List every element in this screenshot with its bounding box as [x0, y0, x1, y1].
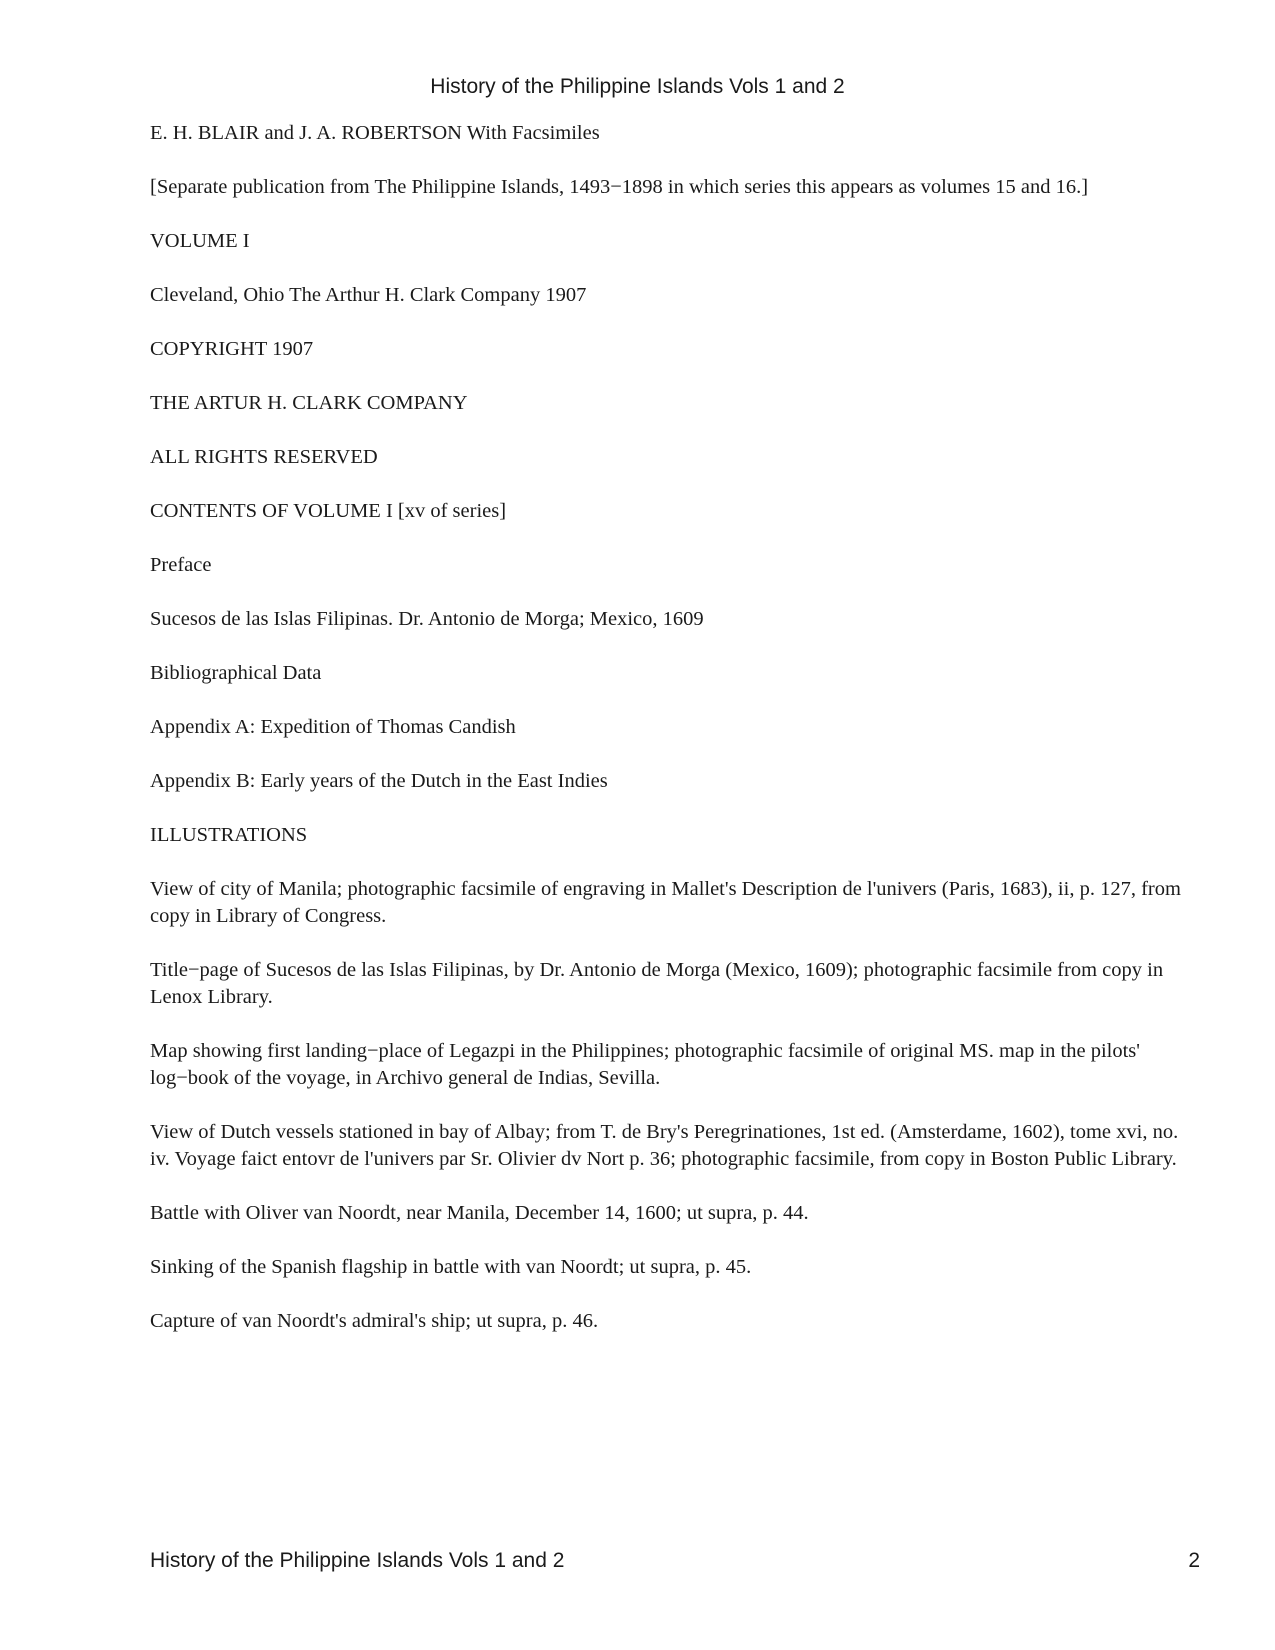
illustration-item: View of city of Manila; photographic facsimile of engraving in Mallet's Description de l'univers (Paris, 1683), ii, p. 127, from copy in Library of Congress.: [150, 878, 1181, 927]
illustrations-heading: ILLUSTRATIONS: [150, 824, 308, 846]
illustration-item: Capture of van Noordt's admiral's ship; ut supra, p. 46.: [150, 1310, 599, 1332]
contents-item: Bibliographical Data: [150, 662, 322, 684]
illustration-item: View of Dutch vessels stationed in bay of Albay; from T. de Bry's Peregrinationes, 1st ed. (Amsterdame, 1602), tome xvi, no. iv. Voyage faict entovr de l'univers par Sr. Olivier dv Nort p. 36; photographic facsimile, from copy in Boston Public Library.: [150, 1121, 1179, 1170]
rights-line: ALL RIGHTS RESERVED: [150, 446, 378, 468]
publisher-line: THE ARTUR H. CLARK COMPANY: [150, 392, 468, 414]
contents-item: Appendix B: Early years of the Dutch in the East Indies: [150, 770, 608, 792]
contents-item: Sucesos de las Islas Filipinas. Dr. Antonio de Morga; Mexico, 1609: [150, 608, 704, 630]
contents-heading: CONTENTS OF VOLUME I [xv of series]: [150, 500, 507, 522]
illustration-item: Battle with Oliver van Noordt, near Manila, December 14, 1600; ut supra, p. 44.: [150, 1202, 809, 1224]
page-footer: [150, 1548, 1200, 1578]
footer-title: History of the Philippine Islands Vols 1 and 2: [150, 1549, 565, 1572]
copyright-line: COPYRIGHT 1907: [150, 338, 314, 360]
page-number: 2: [1188, 1549, 1200, 1572]
volume-heading: VOLUME I: [150, 230, 250, 252]
authors-line: E. H. BLAIR and J. A. ROBERTSON With Facsimiles: [150, 122, 600, 144]
illustration-item: Sinking of the Spanish flagship in battle with van Noordt; ut supra, p. 45.: [150, 1256, 752, 1278]
publication-note: [Separate publication from The Philippine Islands, 1493−1898 in which series this appears as volumes 15 and 16.]: [150, 176, 1089, 198]
illustration-item: Title−page of Sucesos de las Islas Filipinas, by Dr. Antonio de Morga (Mexico, 1609); photographic facsimile from copy in Lenox Library.: [150, 959, 1164, 1008]
contents-item: Preface: [150, 554, 212, 576]
imprint-line: Cleveland, Ohio The Arthur H. Clark Company 1907: [150, 284, 587, 306]
illustration-item: Map showing first landing−place of Legazpi in the Philippines; photographic facsimile of original MS. map in the pilots' log−book of the voyage, in Archivo general de Indias, Sevilla.: [150, 1040, 1140, 1089]
page-body: [150, 120, 1200, 1362]
contents-item: Appendix A: Expedition of Thomas Candish: [150, 716, 516, 738]
running-header: History of the Philippine Islands Vols 1 and 2: [430, 75, 845, 98]
